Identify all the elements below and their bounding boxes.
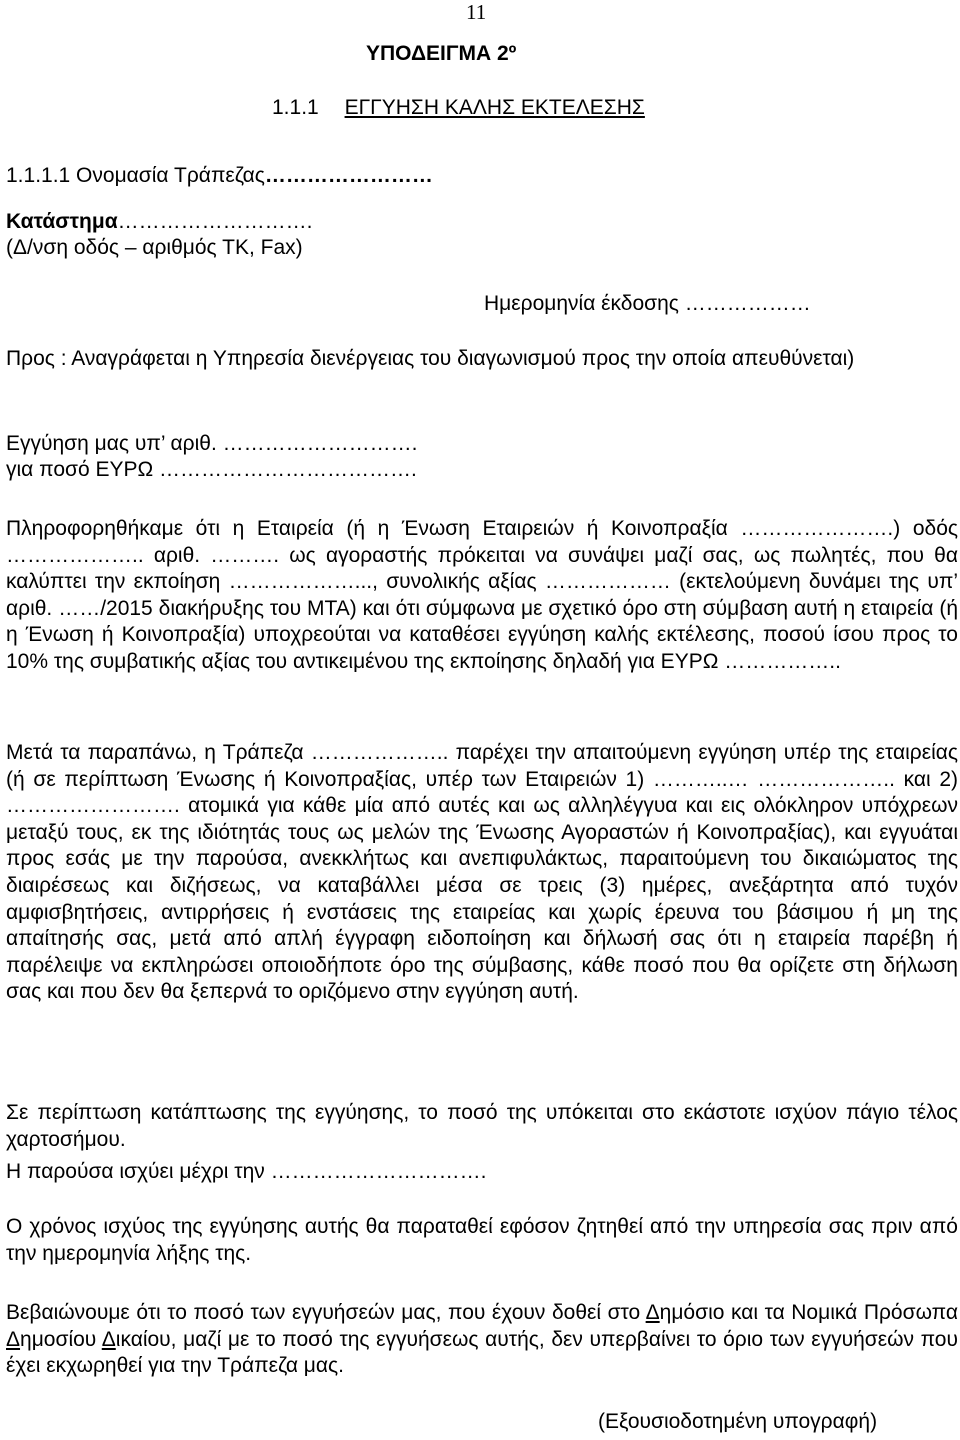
branch-label: Κατάστημα [6,210,118,233]
bank-name-dots: …………………… [264,164,433,187]
paragraph-guarantee: Μετά τα παραπάνω, η Τράπεζα ……………….. παρέχει την απαιτούμενη εγγύηση υπέρ της εταιρείας (ή σε περίπτωση Ένωσης ή Κοινοπραξίας, υπέρ των Εταιρειών 1) ………..… ……………….. και 2) ……………………. ατομικά για κάθε μία από αυτές και ως αλληλέγγυα και εις ολόκληρον υπόχρεων μεταξύ τους, εκ της ιδιότητάς τους ως μελών της Ένωσης Αγοραστών ή Κοινοπραξίας), και εγγυάται προς εσάς με την παρούσα, ανεκκλήτως και ανεπιφυλάκτως, παραιτούμενη του δικαιώματος της διαιρέσεως και διζήσεως, να καταβάλλει μέσα σε τρεις (3) ημέρες, ανεξάρτητα από τυχόν αμφισβητήσεις, αντιρρήσεις ή ενστάσεις της εταιρείας και χωρίς έρευνα του βάσιμου ή μη της απαίτησής σας, μετά από απλή έγγραφη ειδοποίηση και δήλωσή σας ότι η εταιρεία παρέβη ή παρέλειψε να εκπληρώσει οποιοδήποτε όρο της σύμβασης, κάθε ποσό που θα ορίζετε στη δήλωση σας και που δεν θα ξεπερνά το οριζόμενο στην εγγύηση αυτή. [6,741,958,1004]
recipient-line: Προς : Αναγράφεται η Υπηρεσία διενέργειας του διαγωνισμού προς την οποία απευθύνεται) [6,347,855,370]
paragraph-limit-underline-3: Δ [101,1327,116,1351]
paragraph-limit [6,1300,958,1380]
paragraph-limit-underline-2: Δ [6,1327,21,1351]
document-title: ΥΠΟΔΕΙΓΜΑ 2º [366,42,517,65]
section-title: ΕΓΓΥΗΣΗ ΚΑΛΗΣ ΕΚΤΕΛΕΣΗΣ [344,96,645,119]
issue-date: Ημερομηνία έκδοσης ……………… [484,292,811,315]
paragraph-limit-part-2: ημόσιο και τα Νομικά Πρόσωπα [659,1301,958,1324]
paragraph-extension: Ο χρόνος ισχύος της εγγύησης αυτής θα παραταθεί εφόσον ζητηθεί από την υπηρεσία σας πριν από την ημερομηνία λήξης της. [6,1215,958,1265]
signature-line: (Εξουσιοδοτημένη υπογραφή) [598,1410,878,1433]
validity-line: Η παρούσα ισχύει μέχρι την …………………………. [6,1160,487,1183]
branch-line [6,210,312,234]
paragraph-limit-part-4: ικαίου, μαζί με το ποσό της εγγυήσεως αυτής, δεν υπερβαίνει το όριο των εγγυήσεών που έχει εκχωρηθεί για την Τράπεζα μας. [6,1327,958,1378]
paragraph-limit-underline-1: Δ [645,1301,660,1324]
paragraph-limit-part-1: Βεβαιώνουμε ότι το ποσό των εγγυήσεών μας, που έχουν δοθεί στο [6,1301,646,1324]
page-number: 11 [466,0,487,24]
section-number: 1.1.1 [272,96,319,119]
bank-name-label: 1.1.1.1 Ονομασία Τράπεζας [6,164,265,187]
section-heading [272,96,645,120]
guarantee-number: Εγγύηση μας υπ’ αριθ. ………………………. [6,432,418,455]
paragraph-intro: Πληροφορηθήκαμε ότι η Εταιρεία (ή η Ένωση Εταιρειών ή Κοινοπραξία ………………….) οδός ……………….. αριθ. ………. ως αγοραστής πρόκειται να συνάψει μαζί σας, ως πωλητές, που θα καλύπτει την εκποίηση ………………..., συνολικής αξίας ……………… (εκτελούμενη δυνάμει της υπ’ αριθ. ……/2015 διακήρυξης του ΜΤΑ) και ότι σύμφωνα με σχετικό όρο στη σύμβαση αυτή η εταιρεία (ή η Ένωση ή Κοινοπραξία) υποχρεούται να καταθέσει εγγύηση καλής εκτέλεσης, ποσού ίσου προς το 10% της συμβατικής αξίας του αντικειμένου της εκποίησης δηλαδή για ΕΥΡΩ …………….. [6,517,958,673]
amount-line: για ποσό ΕΥΡΩ ………………………………. [6,458,417,481]
paragraph-limit-part-3: ημοσίου [20,1327,102,1351]
address-line: (Δ/νση οδός – αριθμός ΤΚ, Fax) [6,236,303,259]
paragraph-stamp-duty: Σε περίπτωση κατάπτωσης της εγγύησης, το ποσό της υπόκειται στο εκάστοτε ισχύον πάγιο τέλος χαρτοσήμου. [6,1101,958,1151]
branch-dots: ………………………. [117,210,313,233]
bank-name-line [6,164,433,188]
